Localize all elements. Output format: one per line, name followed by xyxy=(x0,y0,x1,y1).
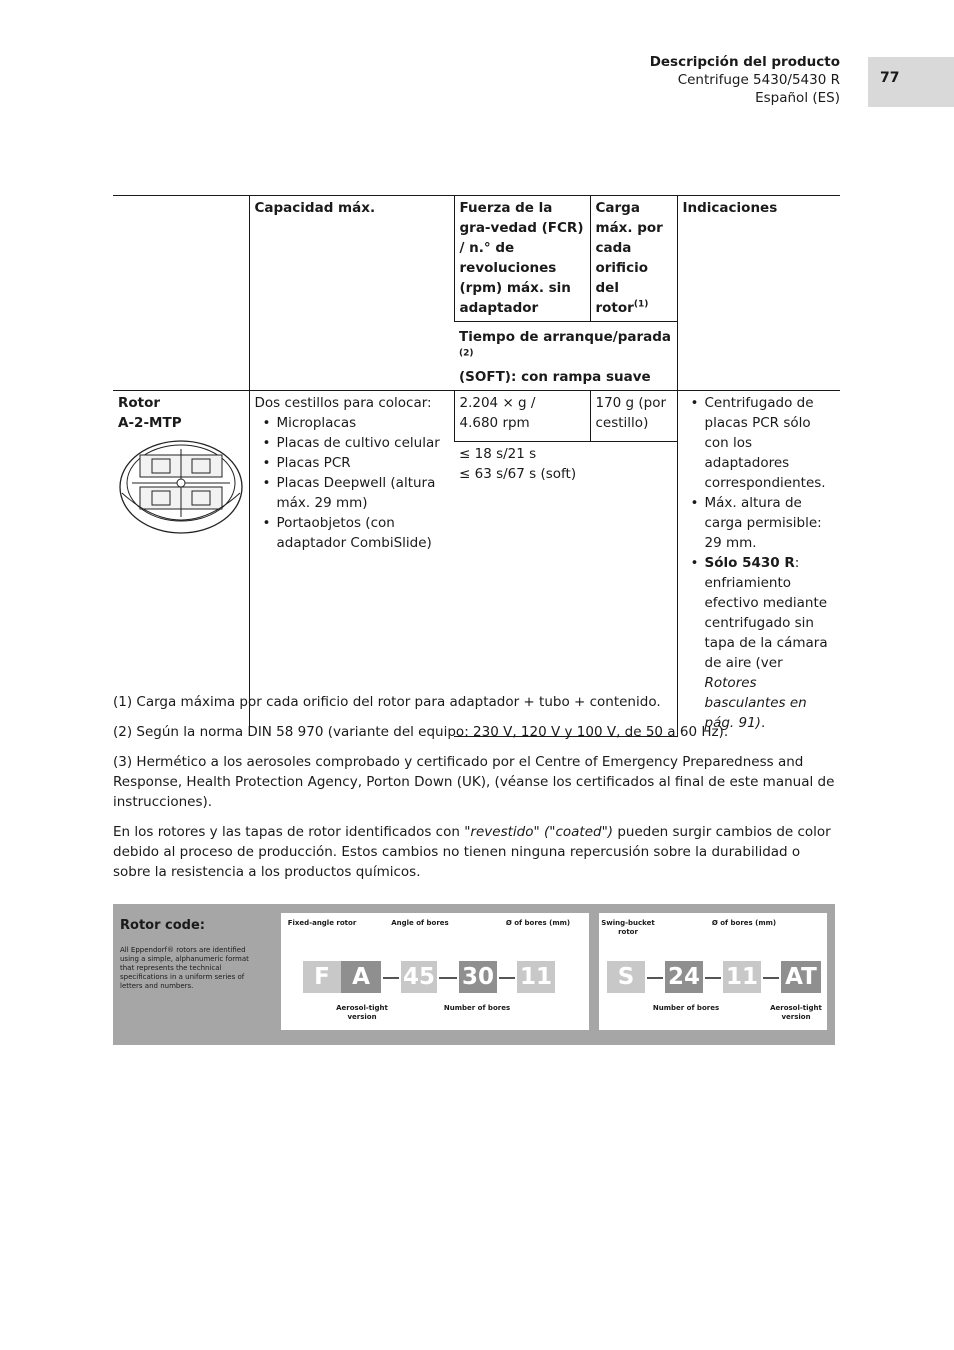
label-diameter: Ø of bores (mm) xyxy=(711,919,777,927)
list-item: • Microplacas xyxy=(277,413,449,433)
section-title: Descripción del producto xyxy=(649,54,840,70)
col-force: Fuerza de la gra-vedad (FCR) / n.° de revoluciones (rpm) máx. sin adaptador xyxy=(454,196,590,322)
rotor-code-description: All Eppendorf® rotors are identified using a simple, alphanumeric format that represents the technical specifications in a uniform series of letters and numbers. xyxy=(120,946,249,990)
list-item: • Máx. altura de carga permisible: 29 mm. xyxy=(705,493,836,553)
dash xyxy=(499,977,515,979)
corner-cell xyxy=(113,196,249,391)
list-item: • Placas Deepwell (altura máx. 29 mm) xyxy=(277,473,449,513)
label-angle: Angle of bores xyxy=(391,919,449,927)
rotor-code-box xyxy=(113,904,835,1045)
page-header xyxy=(650,53,840,107)
swing-bucket-panel xyxy=(599,913,827,1030)
rotor-code-title: Rotor code: xyxy=(120,918,205,933)
force-cell: 2.204 × g / 4.680 rpm xyxy=(454,391,590,442)
rotor-name: A-2-MTP xyxy=(118,415,182,431)
rotor-spec-table xyxy=(113,195,840,737)
code-diameter: 11 xyxy=(517,961,555,993)
cross-ref-link[interactable]: Rotores basculantes en pág. 91) xyxy=(704,675,807,731)
label-fixed-angle: Fixed-angle rotor xyxy=(287,919,357,927)
fixed-angle-panel xyxy=(281,913,589,1030)
label-aerosol: Aerosol-tight version xyxy=(336,1004,388,1021)
load-cell: 170 g (por cestillo) xyxy=(590,391,677,442)
footnote-3: (3) Hermético a los aerosoles comprobado y certificado por el Centre of Emergency Preparedness and Response, Health Protection Agency, Porton Down (UK), (véanse los certificados al final de este manual de instrucciones). xyxy=(113,754,835,810)
capacity-intro: Dos cestillos para colocar: xyxy=(254,395,432,411)
list-item: • Placas PCR xyxy=(277,453,449,473)
col-load: Carga máx. por cada orificio del rotor$^{(1)}$ xyxy=(590,196,677,322)
label-diameter: Ø of bores (mm) xyxy=(505,919,571,927)
list-item: • Placas de cultivo celular xyxy=(277,433,449,453)
label-aerosol: Aerosol-tight version xyxy=(770,1004,822,1021)
code-bores: 24 xyxy=(665,961,703,993)
footnotes xyxy=(113,692,840,892)
label-swing-bucket: Swing-bucket rotor xyxy=(601,919,655,936)
footnote-2: (2) Según la norma DIN 58 970 (variante del equipo: 230 V, 120 V y 100 V, de 50 a 60 Hz). xyxy=(113,724,729,740)
footnote-1: (1) Carga máxima por cada orificio del rotor para adaptador + tubo + contenido. xyxy=(113,694,661,710)
dash xyxy=(383,977,399,979)
code-bores: 30 xyxy=(459,961,497,993)
col-indications: Indicaciones xyxy=(677,196,840,391)
rotor-cell xyxy=(113,391,249,737)
dash xyxy=(439,977,457,979)
indications-list xyxy=(683,393,836,733)
dash xyxy=(705,977,721,979)
list-item: • Portaobjetos (con adaptador CombiSlide) xyxy=(277,513,449,553)
capacity-cell xyxy=(249,391,454,737)
rotor-label: Rotor xyxy=(118,395,161,411)
dash xyxy=(647,977,663,979)
code-letter-f: F xyxy=(303,961,341,993)
rotor-image xyxy=(118,437,244,537)
code-letter-a: A xyxy=(341,961,381,993)
list-item: • Sólo 5430 R: enfriamiento efectivo mediante centrifugado sin tapa de la cámara de aire (ver Rotores basculantes en pág. 91). xyxy=(705,553,836,733)
code-letter-s: S xyxy=(607,961,645,993)
col-capacity: Capacidad máx. xyxy=(249,196,454,391)
code-angle: 45 xyxy=(401,961,437,993)
indications-cell xyxy=(677,391,840,737)
capacity-list xyxy=(255,413,449,553)
language: Español (ES) xyxy=(755,90,840,106)
code-diameter: 11 xyxy=(723,961,761,993)
label-number: Number of bores xyxy=(652,1004,720,1012)
list-item: • Centrifugado de placas PCR sólo con los adaptadores correspondientes. xyxy=(705,393,836,493)
dash xyxy=(763,977,779,979)
time-cell: ≤ 18 s/21 s ≤ 63 s/67 s (soft) xyxy=(454,441,677,736)
product-name: Centrifuge 5430/5430 R xyxy=(677,72,840,88)
code-aerosol: AT xyxy=(781,961,821,993)
label-number: Number of bores xyxy=(443,1004,511,1012)
coated-note: En los rotores y las tapas de rotor identificados con "revestido" ("coated") pueden surgir cambios de color debido al proceso de producción. Estos cambios no tienen ninguna repercusión sobre la durabilidad o sobre la resistencia a los productos químicos. xyxy=(113,824,831,880)
col-time: Tiempo de arranque/parada $^{(2)}$ (SOFT): con rampa suave xyxy=(454,322,677,391)
page-number: 77 xyxy=(868,57,954,107)
